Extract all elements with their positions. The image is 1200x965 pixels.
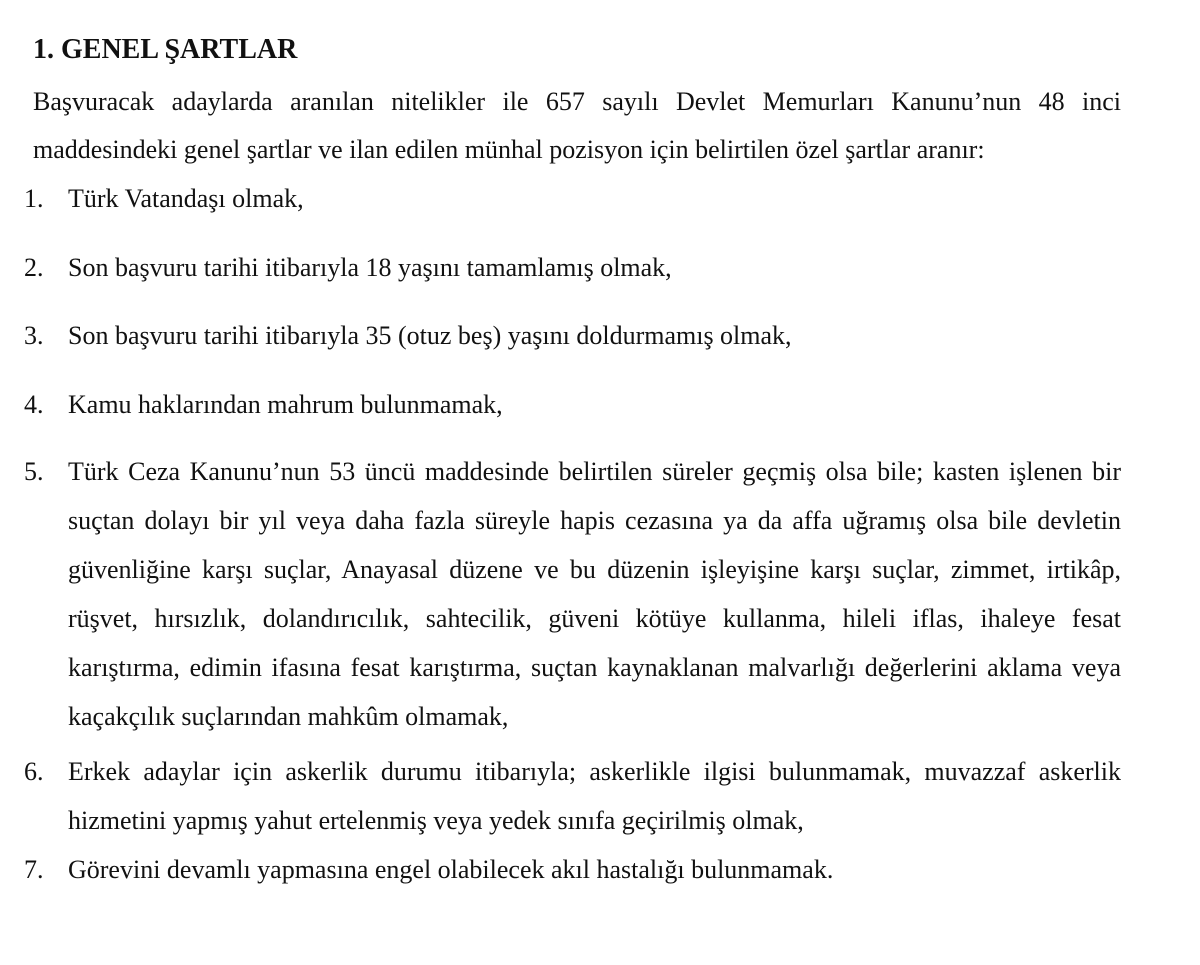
section-heading: 1. GENEL ŞARTLAR (33, 34, 298, 65)
list-item-number: 7. (24, 855, 44, 884)
intro-paragraph: Başvuracak adaylarda aranılan nitelikler ile 657 sayılı Devlet Memurları Kanunu’nun 48 inci maddesindeki genel şartlar ve ilan edilen münhal pozisyon için belirtilen özel şartlar aranır: (33, 87, 1121, 164)
list-item-number: 2. (24, 253, 44, 282)
list-item-number: 5. (24, 457, 44, 486)
list-item-number: 4. (24, 390, 44, 419)
list-item-number: 1. (24, 184, 44, 213)
list-item-text: Görevini devamlı yapmasına engel olabilecek akıl hastalığı bulunmamak. (68, 855, 834, 884)
list-item-number: 6. (24, 757, 44, 786)
list-item-text: Erkek adaylar için askerlik durumu itibarıyla; askerlikle ilgisi bulunmamak, muvazzaf askerlik hizmetini yapmış yahut ertelenmiş veya yedek sınıfa geçirilmiş olmak, (68, 757, 1121, 835)
list-item-text: Son başvuru tarihi itibarıyla 18 yaşını tamamlamış olmak, (68, 253, 672, 282)
list-item-text: Kamu haklarından mahrum bulunmamak, (68, 390, 503, 419)
list-item-number: 3. (24, 321, 44, 350)
list-item-text: Türk Vatandaşı olmak, (68, 184, 304, 213)
list-item-text: Türk Ceza Kanunu’nun 53 üncü maddesinde belirtilen süreler geçmiş olsa bile; kasten işlenen bir suçtan dolayı bir yıl veya daha fazla süreyle hapis cezasına ya da affa uğramış olsa bile devletin güvenliğine karşı suçlar, Anayasal düzene ve bu düzenin işleyişine karşı suçlar, zimmet, irtikâp, rüşvet, hırsızlık, dolandırıcılık, sahtecilik, güveni kötüye kullanma, hileli iflas, ihaleye fesat karıştırma, edimin ifasına fesat karıştırma, suçtan kaynaklanan malvarlığı değerlerini aklama veya kaçakçılık suçlarından mahkûm olmamak, (68, 457, 1121, 731)
list-item-text: Son başvuru tarihi itibarıyla 35 (otuz beş) yaşını doldurmamış olmak, (68, 321, 792, 350)
